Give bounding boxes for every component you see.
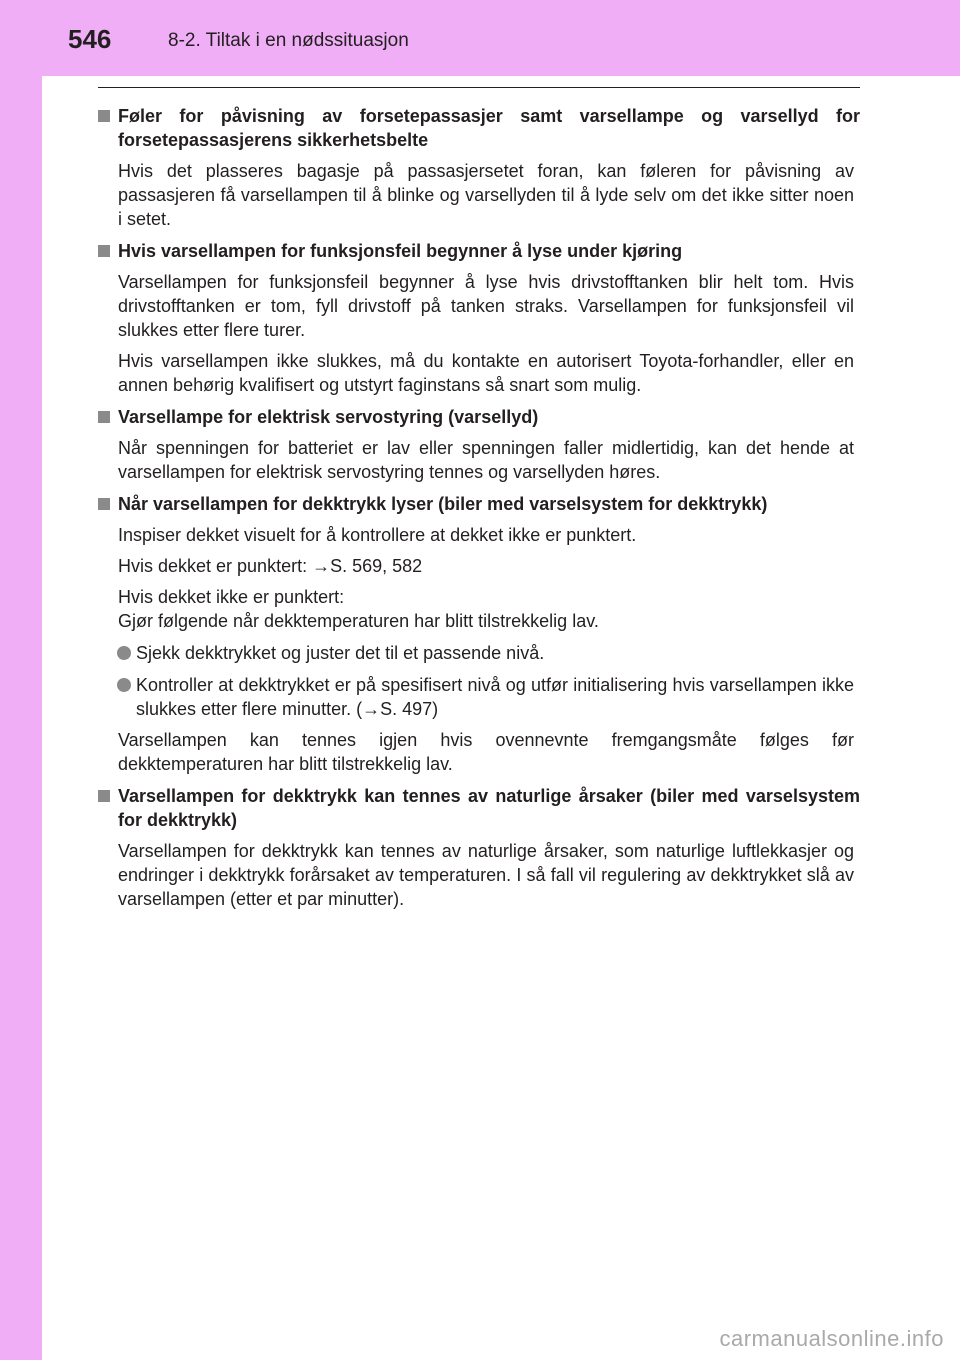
paragraph-line: Hvis dekket ikke er punktert: [118, 587, 345, 607]
paragraph [98, 585, 854, 633]
list-item-text: Kontroller at dekktrykket er på spesifisert nivå og utfør initialisering hvis varsellampen ikke slukkes etter flere minutter. (→S. 497) [136, 675, 854, 719]
paragraph: Inspiser dekket visuelt for å kontrollere at dekket ikke er punktert. [118, 525, 637, 545]
watermark: carmanualsonline.info [719, 1326, 944, 1351]
heading-malfunction-lamp [98, 239, 860, 263]
section-title: 8-2. Tiltak i en nødssituasjon [168, 30, 409, 51]
side-color-band [0, 0, 42, 1360]
paragraph: Hvis varsellampen ikke slukkes, må du kontakte en autorisert Toyota-forhandler, eller en annen behørig kvalifisert og utstyrt faginstans så snart som mulig. [118, 351, 854, 395]
list-item [98, 673, 854, 721]
circle-bullet-icon [117, 646, 131, 660]
heading-tire-pressure-natural-causes [98, 784, 860, 832]
paragraph: Varsellampen for dekktrykk kan tennes av naturlige årsaker, som naturlige luftlekkasjer og endringer i dekktrykk forårsaket av temperaturen. I så fall vil regulering av dekktrykket slå av varsellampen (etter et par minutter). [118, 841, 854, 909]
heading-passenger-sensor [98, 104, 860, 152]
heading-text: Føler for påvisning av forsetepassasjer samt varsellampe og varsellyd for forsetepassasjerens sikkerhetsbelte [118, 106, 860, 150]
paragraph: Varsellampen for funksjonsfeil begynner å lyse hvis drivstofftanken blir helt tom. Hvis drivstofftanken er tom, fyll drivstoff på tanken straks. Varsellampen for funksjonsfeil vil slukkes etter flere turer. [118, 272, 854, 340]
paragraph: Hvis det plasseres bagasje på passasjersetet foran, kan føleren for påvisning av passasjeren få varsellampen til å blinke og varsellyden til å lyde selv om det ikke sitter noen i setet. [118, 161, 854, 229]
heading-text: Varsellampen for dekktrykk kan tennes av naturlige årsaker (biler med varselsystem for dekktrykk) [118, 786, 860, 830]
square-bullet-icon [98, 110, 110, 122]
paragraph: Når spenningen for batteriet er lav eller spenningen faller midlertidig, kan det hende at varsellampen for elektrisk servostyring tennes og varsellyden høres. [118, 438, 854, 482]
heading-tire-pressure-lights [98, 492, 860, 516]
page-content [98, 96, 860, 911]
circle-bullet-icon [117, 678, 131, 692]
square-bullet-icon [98, 790, 110, 802]
heading-text: Når varsellampen for dekktrykk lyser (biler med varselsystem for dekktrykk) [118, 494, 768, 514]
header-rule [98, 87, 860, 88]
heading-text: Hvis varsellampen for funksjonsfeil begynner å lyse under kjøring [118, 241, 683, 261]
list-item [98, 641, 854, 665]
square-bullet-icon [98, 245, 110, 257]
paragraph-page-reference: Hvis dekket er punktert: →S. 569, 582 [118, 556, 423, 576]
heading-power-steering [98, 405, 860, 429]
page-number: 546 [68, 24, 112, 54]
square-bullet-icon [98, 498, 110, 510]
heading-text: Varsellampe for elektrisk servostyring (varsellyd) [118, 407, 539, 427]
paragraph-line: Gjør følgende når dekktemperaturen har blitt tilstrekkelig lav. [118, 611, 599, 631]
paragraph: Varsellampen kan tennes igjen hvis ovennevnte fremgangsmåte følges før dekktemperaturen har blitt tilstrekkelig lav. [118, 730, 854, 774]
square-bullet-icon [98, 411, 110, 423]
list-item-text: Sjekk dekktrykket og juster det til et passende nivå. [136, 643, 545, 663]
